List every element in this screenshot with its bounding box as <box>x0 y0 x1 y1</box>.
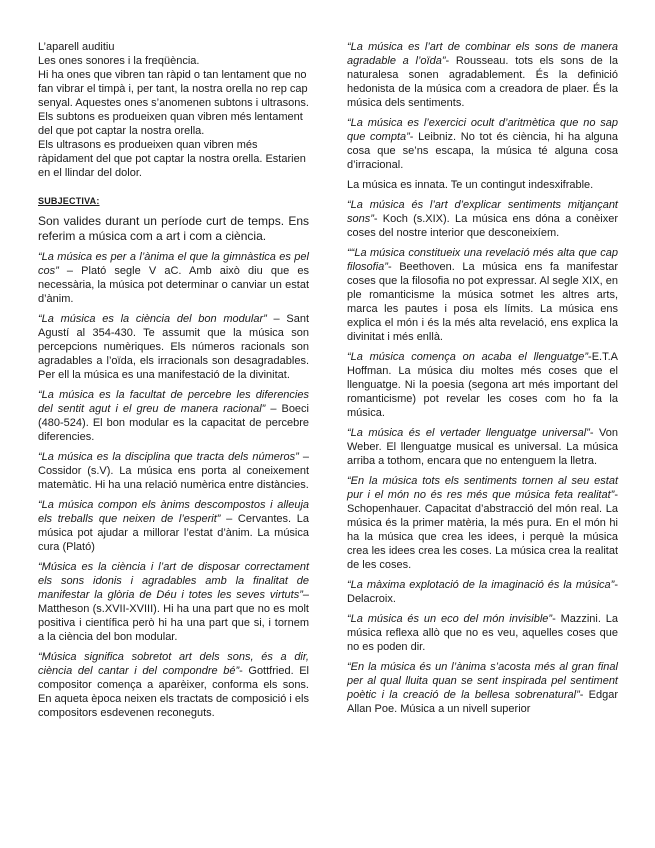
quote-commentary: - Gottfried. El compositor comença a aparèixer, conforma els sons. En aqueta època neixen els tractats de composició i els compositors esdevenen reconeguts. <box>38 665 309 719</box>
quote-text: “La música es la disciplina que tracta dels números” <box>38 451 299 463</box>
quote-commentary: - Koch (s.XIX). La música ens dóna a conèixer coses del nostre interior que desconeixíem. <box>347 213 618 239</box>
quote-paragraph <box>347 350 618 420</box>
quote-commentary: – Mattheson (s.XVII-XVIII). Hi ha una part que no es molt positiva i científica però hi ha una part que si, i tornem a la ciència del bon modular. <box>38 589 309 643</box>
quote-text: “Música significa sobretot art dels sons, és a dir, ciència del cantar i del compondre bé” <box>38 651 309 677</box>
quote-text: “La música és un eco del món invisible” <box>347 613 553 625</box>
section-intro: Son valides durant un període curt de temps. Ens referim a música com a art i com a ciència. <box>38 214 309 243</box>
right-column <box>347 40 618 722</box>
quote-paragraph <box>347 612 618 654</box>
quote-paragraph <box>347 198 618 240</box>
quote-commentary: - Von Weber. El llenguatge musical es universal. La música arriba a tothom, encara que no entenguem la lletra. <box>347 427 619 467</box>
quote-text: “La música es per a l’ànima el que la gimnàstica es pel cos” <box>38 251 309 277</box>
quote-paragraph <box>347 116 618 172</box>
quote-text: “La màxima explotació de la imaginació és la música” <box>347 579 615 591</box>
left-column <box>38 40 309 726</box>
quote-commentary: - Edgar Allan Poe. Música a un nivell superior <box>347 689 618 715</box>
paragraph: Els ultrasons es produeixen quan vibren més ràpidament del que pot captar la nostra orella. Estarien en el llindar del dolor. <box>38 139 306 179</box>
quote-text: “La música compon els ànims descompostos i alleuja els treballs que neixen de l’esperit” <box>38 499 309 525</box>
quote-commentary: – Boeci (480-524). El bon modular es la capacitat de percebre diferencies. <box>38 403 309 443</box>
quote-paragraph <box>38 388 309 444</box>
quote-commentary: - Mazzini. La música reflexa allò que no es veu, aquelles coses que no es poden dir. <box>347 613 618 653</box>
quote-text: “La música es l’exercici ocult d’aritmètica que no sap que compta” <box>347 117 618 143</box>
section-heading: SUBJECTIVA: <box>38 196 100 206</box>
quote-text: “La música es la ciència del bon modular” <box>38 313 267 325</box>
quote-text: “En la música és un l’ànima s’acosta més al gran final per al qual lluita quan se sent inspirada pel sentiment poètic i la creació de la bellesa sobrenatural” <box>347 661 618 701</box>
quote-text: “La música comença on acaba el llenguatge” <box>347 351 589 363</box>
quote-paragraph <box>38 450 309 492</box>
quote-paragraph <box>347 40 618 110</box>
quote-text: “La música és l’art d’explicar sentiments mitjançant sons” <box>347 199 618 225</box>
quote-paragraph <box>38 560 309 644</box>
statement-paragraph <box>347 178 618 192</box>
quote-paragraph <box>38 312 309 382</box>
quote-paragraph <box>347 474 618 572</box>
quote-text: “En la música tots els sentiments tornen al seu estat pur i el món no és res més que música feta realitat” <box>347 475 618 501</box>
quote-commentary: – Cervantes. La música pot ajudar a millorar l’estat d’ànim. La música cura (Plató) <box>38 513 310 553</box>
subtitle: Les ones sonores i la freqüència. <box>38 55 200 67</box>
quote-paragraph <box>38 250 309 306</box>
section-title: L’aparell auditiu <box>38 41 115 53</box>
quote-commentary: - Delacroix. <box>347 579 618 605</box>
quote-commentary: - Beethoven. La música ens fa manifestar coses que la filosofia no pot expressar. Al segle XIX, en ple romanticisme la música sotmet les altres arts, marca les pautes i posa els límits. La música ens explica el món i és la més alta revelació, ens explica la divinitat i més enllà. <box>347 261 618 343</box>
quote-text: “La música es l’art de combinar els sons de manera agradable a l’oïda” <box>347 41 618 67</box>
quote-text: ““La música constitueix una revelació més alta que cap filosofia” <box>347 247 618 273</box>
quote-paragraph <box>347 426 618 468</box>
quote-commentary: -E.T.A Hoffman. La música diu moltes més coses que el llenguatge. Ni la poesia (segona art més important del romanticisme) pot revelar les coses com ho fa la música. <box>347 351 618 419</box>
quote-paragraph <box>347 246 618 344</box>
quote-commentary: - Leibniz. No tot és ciència, hi ha alguna cosa que se’ns escapa, la música té alguna cosa d’irracional. <box>347 131 618 171</box>
quote-commentary: – Sant Agustí al 354-430. Te assumit que la música son percepcions numèriques. Els números racionals son agradables a l’oïda, els irracionals son desagradables. Per ell la música es una manifestació de la divinitat. <box>38 313 310 381</box>
quote-commentary: - Schopenhauer. Capacitat d’abstracció del món real. La música és la primer matèria, la més pura. En el món hi ha la música que crea les idees, i perquè la música crea les idees crea les coses. La música crea la realitat de les coses. <box>347 489 618 571</box>
quote-commentary: – Plató segle V aC. Amb això diu que es necessària, la música pot determinar o canviar un estat d’ànim. <box>38 265 309 305</box>
paragraph: Hi ha ones que vibren tan ràpid o tan lentament que no fan vibrar el timpà i, per tant, la nostra orella no rep cap senyal. Aquestes ones s’anomenen subtons i ultrasons. Els subtons es produeixen quan vibren més lentament del que pot captar la nostra orella. <box>38 69 309 137</box>
quote-paragraph <box>347 578 618 606</box>
quote-text: “Música es la ciència i l’art de disposar correctament els sons idonis i agradables amb la finalitat de manifestar la glòria de Déu i totes les seves virtuts” <box>38 561 309 601</box>
quote-text: “La música és el vertader llenguatge universal” <box>347 427 590 439</box>
quote-paragraph <box>38 498 309 554</box>
quote-commentary: – Cossidor (s.V). La música ens porta al coneixement matemàtic. Hi ha una relació numèrica entre distàncies. <box>38 451 309 491</box>
quote-text: “La música es la facultat de percebre les diferencies del sentit agut i el greu de manera racional” <box>38 389 309 415</box>
statement-text: La música es innata. Te un contingut indesxifrable. <box>347 179 594 191</box>
quote-paragraph <box>347 660 618 716</box>
quote-paragraph <box>38 650 309 720</box>
quote-commentary: - Rousseau. tots els sons de la naturalesa sonen agradablement. És la definició hedonista de la música com a creadora de plaer. És la música dels sentiments. <box>347 55 618 109</box>
